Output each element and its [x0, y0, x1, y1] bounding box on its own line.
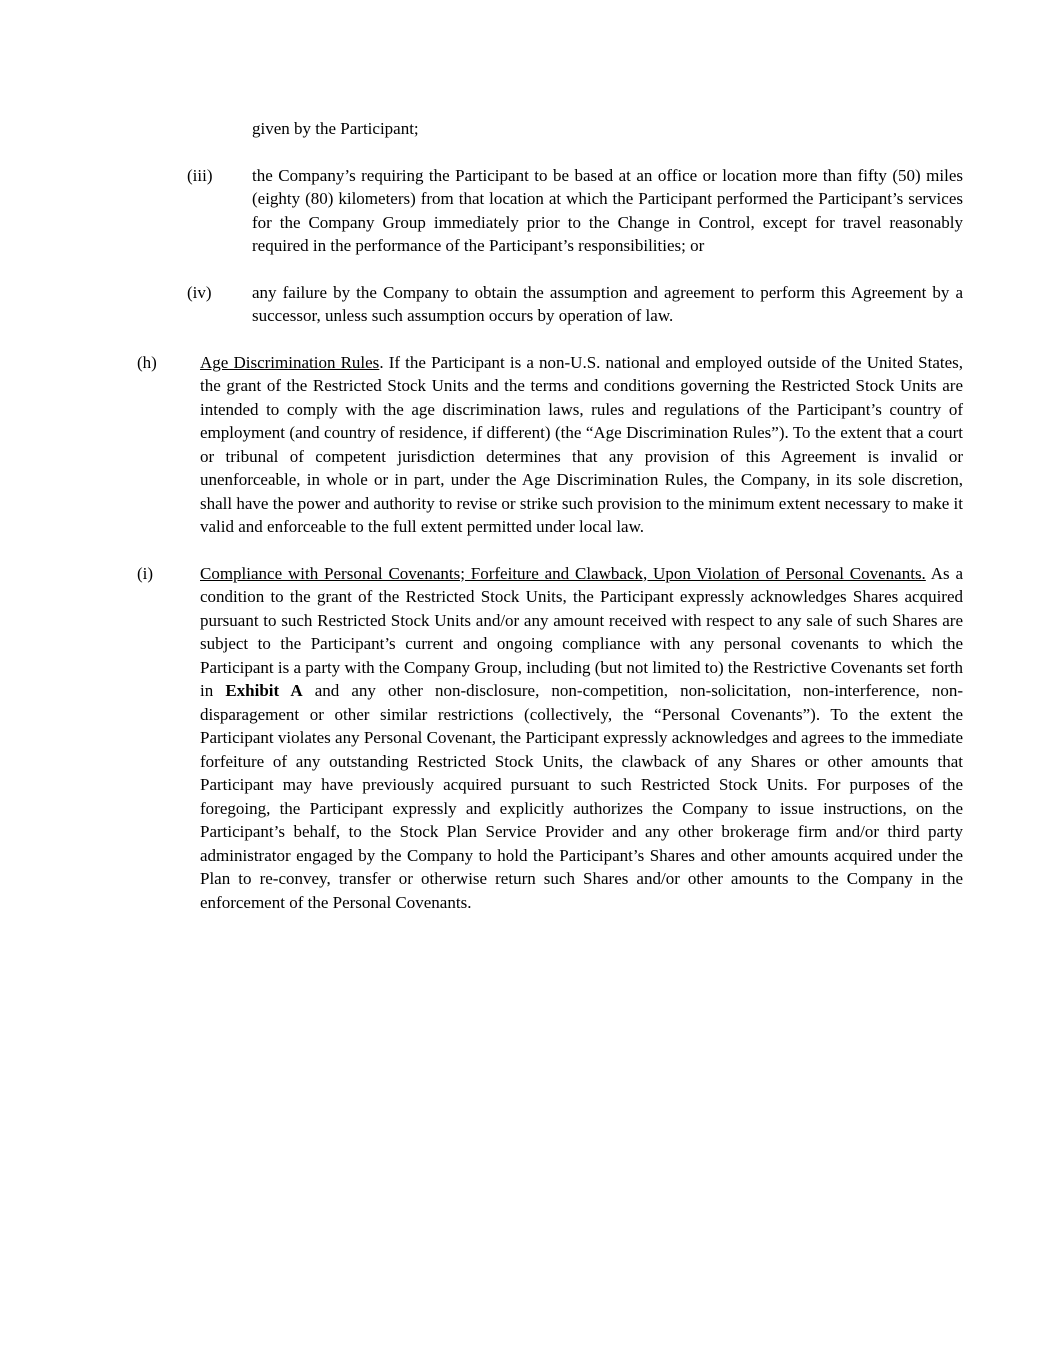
paragraph-clause-iv — [137, 281, 963, 328]
section-h-heading: Age Discrimination Rules — [200, 352, 380, 372]
paragraph-clause-iii — [137, 164, 963, 258]
section-i-exhibit-reference: Exhibit A — [225, 681, 303, 700]
continuation-text: given by the Participant; — [252, 119, 419, 138]
clause-iii-label: (iii) — [187, 165, 213, 185]
section-i-label: (i) — [137, 563, 154, 583]
clause-iv-label: (iv) — [187, 282, 212, 302]
paragraph-section-h — [137, 351, 963, 539]
paragraph-section-i — [137, 562, 963, 915]
section-i-heading: Compliance with Personal Covenants; Forfeiture and Clawback, Upon Violation of Personal Covenants. — [200, 563, 926, 583]
clause-iii-text: the Company’s requiring the Participant to be based at an office or location more than fifty (50) miles (eighty (80) kilometers) from that location at which the Participant performed the Participant’s services for the Company Group immediately prior to the Change in Control, except for travel reasonably required in the performance of the Participant’s responsibilities; or — [252, 165, 963, 255]
section-i-body-pre: As a condition to the grant of the Restricted Stock Units, the Participant expressly acknowledges Shares acquired pursuant to such Restricted Stock Units and/or any amount received with respect to any sale of such Shares are subject to the Participant’s current and ongoing compliance with any personal covenants to which the Participant is a party with the Company Group, including (but not limited to) the Restrictive Covenants set forth in — [200, 563, 963, 700]
section-h-label: (h) — [137, 352, 157, 372]
paragraph-continuation — [137, 117, 963, 141]
clause-iv-text: any failure by the Company to obtain the assumption and agreement to perform this Agreement by a successor, unless such assumption occurs by operation of law. — [252, 282, 963, 325]
document-content — [137, 117, 963, 937]
section-h-body: . If the Participant is a non-U.S. national and employed outside of the United States, the grant of the Restricted Stock Units and the terms and conditions governing the Restricted Stock Units are intended to comply with the age discrimination laws, rules and regulations of the Participant’s country of employment (and country of residence, if different) (the “Age Discrimination Rules”). To the extent that a court or tribunal of competent jurisdiction determines that any provision of this Agreement is invalid or unenforceable, in whole or in part, under the Age Discrimination Rules, the Company, in its sole discretion, shall have the power and authority to revise or strike such provision to the minimum extent necessary to make it valid and enforceable to the full extent permitted under local law. — [200, 352, 963, 536]
section-i-body-post: and any other non-disclosure, non-competition, non-solicitation, non-interference, non-disparagement or other similar restrictions (collectively, the “Personal Covenants”). To the extent the Participant violates any Personal Covenant, the Participant expressly acknowledges and agrees to the immediate forfeiture of any outstanding Restricted Stock Units, the clawback of any Shares or other amounts that Participant may have previously acquired pursuant to such Restricted Stock Units. For purposes of the foregoing, the Participant expressly and explicitly authorizes the Company to issue instructions, on the Participant’s behalf, to the Stock Plan Service Provider and any other brokerage firm and/or third party administrator engaged by the Company to hold the Participant’s Shares and other amounts acquired under the Plan to re-convey, transfer or otherwise return such Shares and/or other amounts to the Company in the enforcement of the Personal Covenants. — [200, 681, 963, 912]
